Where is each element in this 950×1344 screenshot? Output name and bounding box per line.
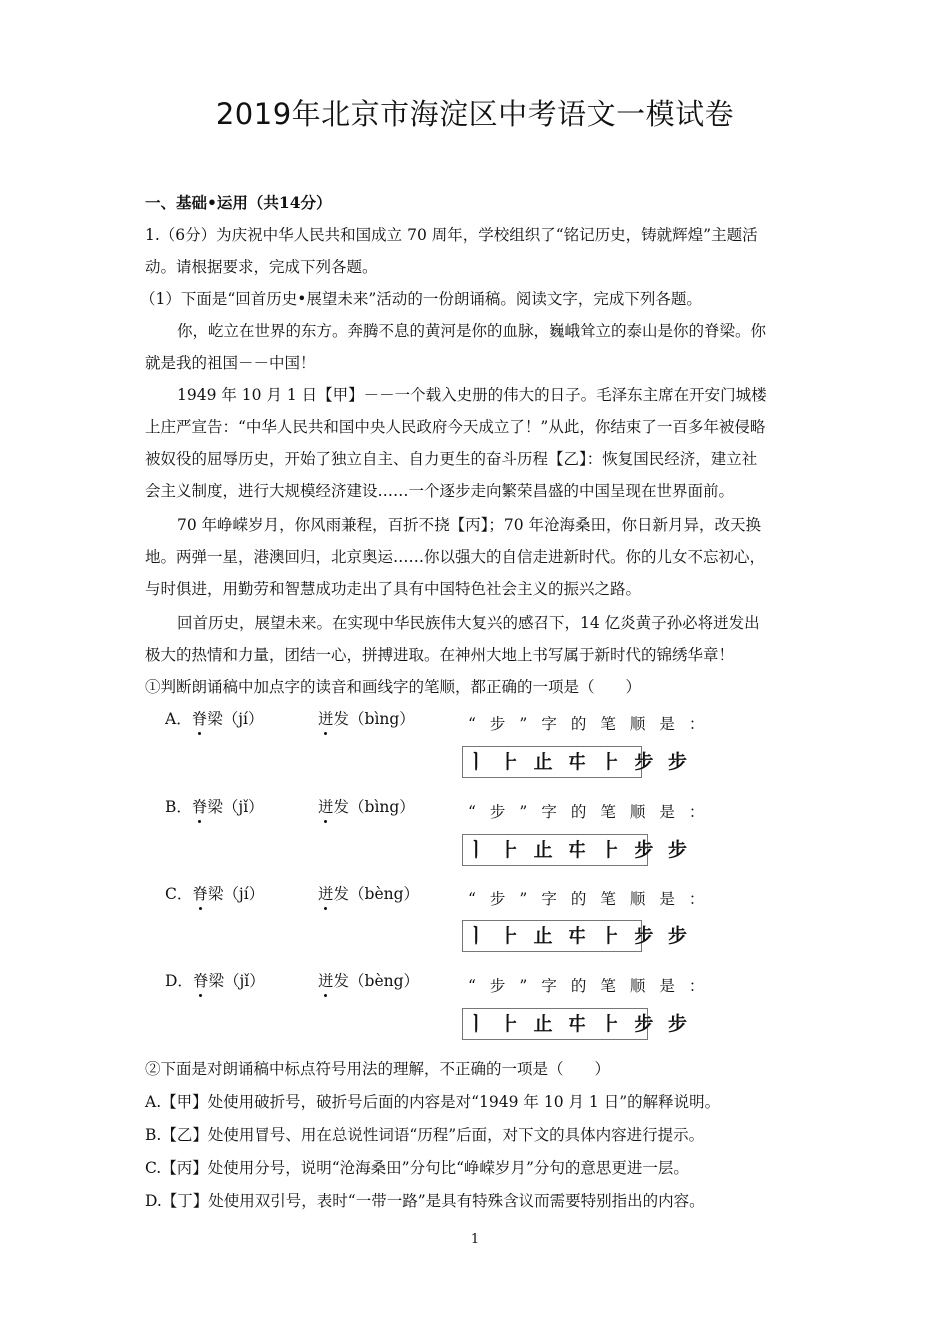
- dotted-char: 迸: [318, 798, 334, 816]
- option-c[interactable]: [165, 883, 264, 905]
- dotted-char: 脊: [192, 885, 208, 903]
- dotted-char: 脊: [192, 972, 209, 990]
- dotted-char: 迸: [318, 972, 334, 990]
- question-1-line-2: 动。请根据要求，完成下列各题。: [145, 258, 378, 276]
- dotted-char: 脊: [191, 798, 208, 816]
- passage-p1-line-1: 你，屹立在世界的东方。奔腾不息的黄河是你的血脉，巍峨耸立的泰山是你的脊梁。你: [177, 322, 767, 340]
- option-pinyin-1: 梁（jí）: [207, 885, 265, 903]
- option-letter: D．: [165, 972, 193, 990]
- option-a-second: [318, 708, 415, 730]
- passage-p2-line-4: 会主义制度，进行大规模经济建设……一个逐步走向繁荣昌盛的中国呈现在世界面前。: [145, 482, 735, 500]
- passage-p2-line-2: 上庄严宣告：“中华人民共和国中央人民政府今天成立了！”从此，你结束了一百多年被侵略: [145, 418, 766, 436]
- stroke-label-c: “步”字的笔顺是：: [468, 890, 719, 908]
- section-heading: 一、基础•运用（共14分）: [145, 193, 332, 212]
- option-letter: A．: [165, 710, 192, 728]
- passage-p2-line-3: 被奴役的屈辱历史，开始了独立自主、自力更生的奋斗历程【乙】：恢复国民经济，建立社: [145, 450, 758, 468]
- option-b[interactable]: [165, 796, 264, 818]
- dotted-char: 迸: [318, 710, 334, 728]
- option-b-second: [318, 796, 415, 818]
- stroke-label-a: “步”字的笔顺是：: [468, 715, 719, 733]
- page-title: 2019年北京市海淀区中考语文一模试卷: [215, 97, 735, 131]
- sub-question-1: （1）下面是“回首历史•展望未来”活动的一份朗诵稿。阅读文字，完成下列各题。: [140, 290, 702, 308]
- option-pinyin-1: 梁（jí）: [207, 710, 264, 728]
- option-pinyin-2: 发（bèng）: [333, 972, 420, 990]
- option-pinyin-2: 发（bìng）: [333, 798, 415, 816]
- option-d[interactable]: [165, 970, 265, 992]
- passage-p4-line-2: 极大的热情和力量，团结一心，拼搏进取。在神州大地上书写属于新时代的锦绣华章！: [145, 646, 735, 664]
- option-d-second: [318, 970, 419, 992]
- passage-p2-line-1: 1949 年 10 月 1 日【甲】－－一个载入史册的伟大的日子。毛泽东主席在开安门城楼: [177, 386, 767, 404]
- question-b-option-c[interactable]: C.【丙】处使用分号，说明“沧海桑田”分句比“峥嵘岁月”分句的意思更进一层。: [145, 1159, 689, 1177]
- page-number: 1: [470, 1232, 480, 1247]
- question-b-option-a[interactable]: A.【甲】处使用破折号，破折号后面的内容是对“1949 年 10 月 1 日”的解释说明。: [145, 1093, 721, 1111]
- dotted-char: 脊: [191, 710, 208, 728]
- passage-p3-line-3: 与时俱进，用勤劳和智慧成功走出了具有中国特色社会主义的振兴之路。: [145, 580, 642, 598]
- passage-p3-line-1: 70 年峥嵘岁月，你风雨兼程，百折不挠【丙】；70 年沧海桑田，你日新月异，改天换: [177, 516, 762, 534]
- option-letter: B．: [165, 798, 192, 816]
- option-pinyin-2: 发（bìng）: [333, 710, 415, 728]
- stroke-order-image-c: ㅣ ⺊ 止 㐄 ⺊ 步 步: [462, 920, 642, 952]
- question-b-stem: ②下面是对朗诵稿中标点符号用法的理解，不正确的一项是（ ）: [145, 1060, 611, 1078]
- option-pinyin-1: 梁（jǐ）: [208, 972, 265, 990]
- question-b-option-d[interactable]: D.【丁】处使用双引号，表时“一带一路”是具有特殊含议而需要特别指出的内容。: [145, 1192, 705, 1210]
- dotted-char: 迸: [318, 885, 334, 903]
- option-a[interactable]: [165, 708, 263, 730]
- question-b-option-b[interactable]: B.【乙】处使用冒号、用在总说性词语“历程”后面，对下文的具体内容进行提示。: [145, 1126, 705, 1144]
- stroke-order-image-d: ㅣ ⺊ 止 㐄 ⺊ 步 步: [462, 1008, 648, 1040]
- passage-p4-line-1: 回首历史，展望未来。在实现中华民族伟大复兴的感召下，14 亿炎黄子孙必将迸发出: [177, 614, 760, 632]
- stroke-label-d: “步”字的笔顺是：: [468, 977, 719, 995]
- passage-p3-line-2: 地。两弹一星，港澳回归，北京奥运……你以强大的自信走进新时代。你的儿女不忘初心，: [145, 548, 766, 566]
- stroke-order-image-b: ㅣ ⺊ 止 㐄 ⺊ 步 步: [462, 834, 648, 866]
- question-1-line-1: 1.（6分）为庆祝中华人民共和国成立 70 周年，学校组织了“铭记历史，铸就辉煌”主题活: [145, 226, 758, 244]
- stroke-order-image-a: ㅣ ⺊ 止 㐄 ⺊ 步 步: [462, 746, 642, 778]
- option-pinyin-1: 梁（jǐ）: [207, 798, 264, 816]
- passage-p1-line-2: 就是我的祖国－－中国！: [145, 354, 316, 372]
- option-pinyin-2: 发（bèng）: [333, 885, 420, 903]
- stroke-label-b: “步”字的笔顺是：: [468, 803, 719, 821]
- question-a-stem: ①判断朗诵稿中加点字的读音和画线字的笔顺，都正确的一项是（ ）: [145, 678, 642, 696]
- option-c-second: [318, 883, 419, 905]
- option-letter: C．: [165, 885, 193, 903]
